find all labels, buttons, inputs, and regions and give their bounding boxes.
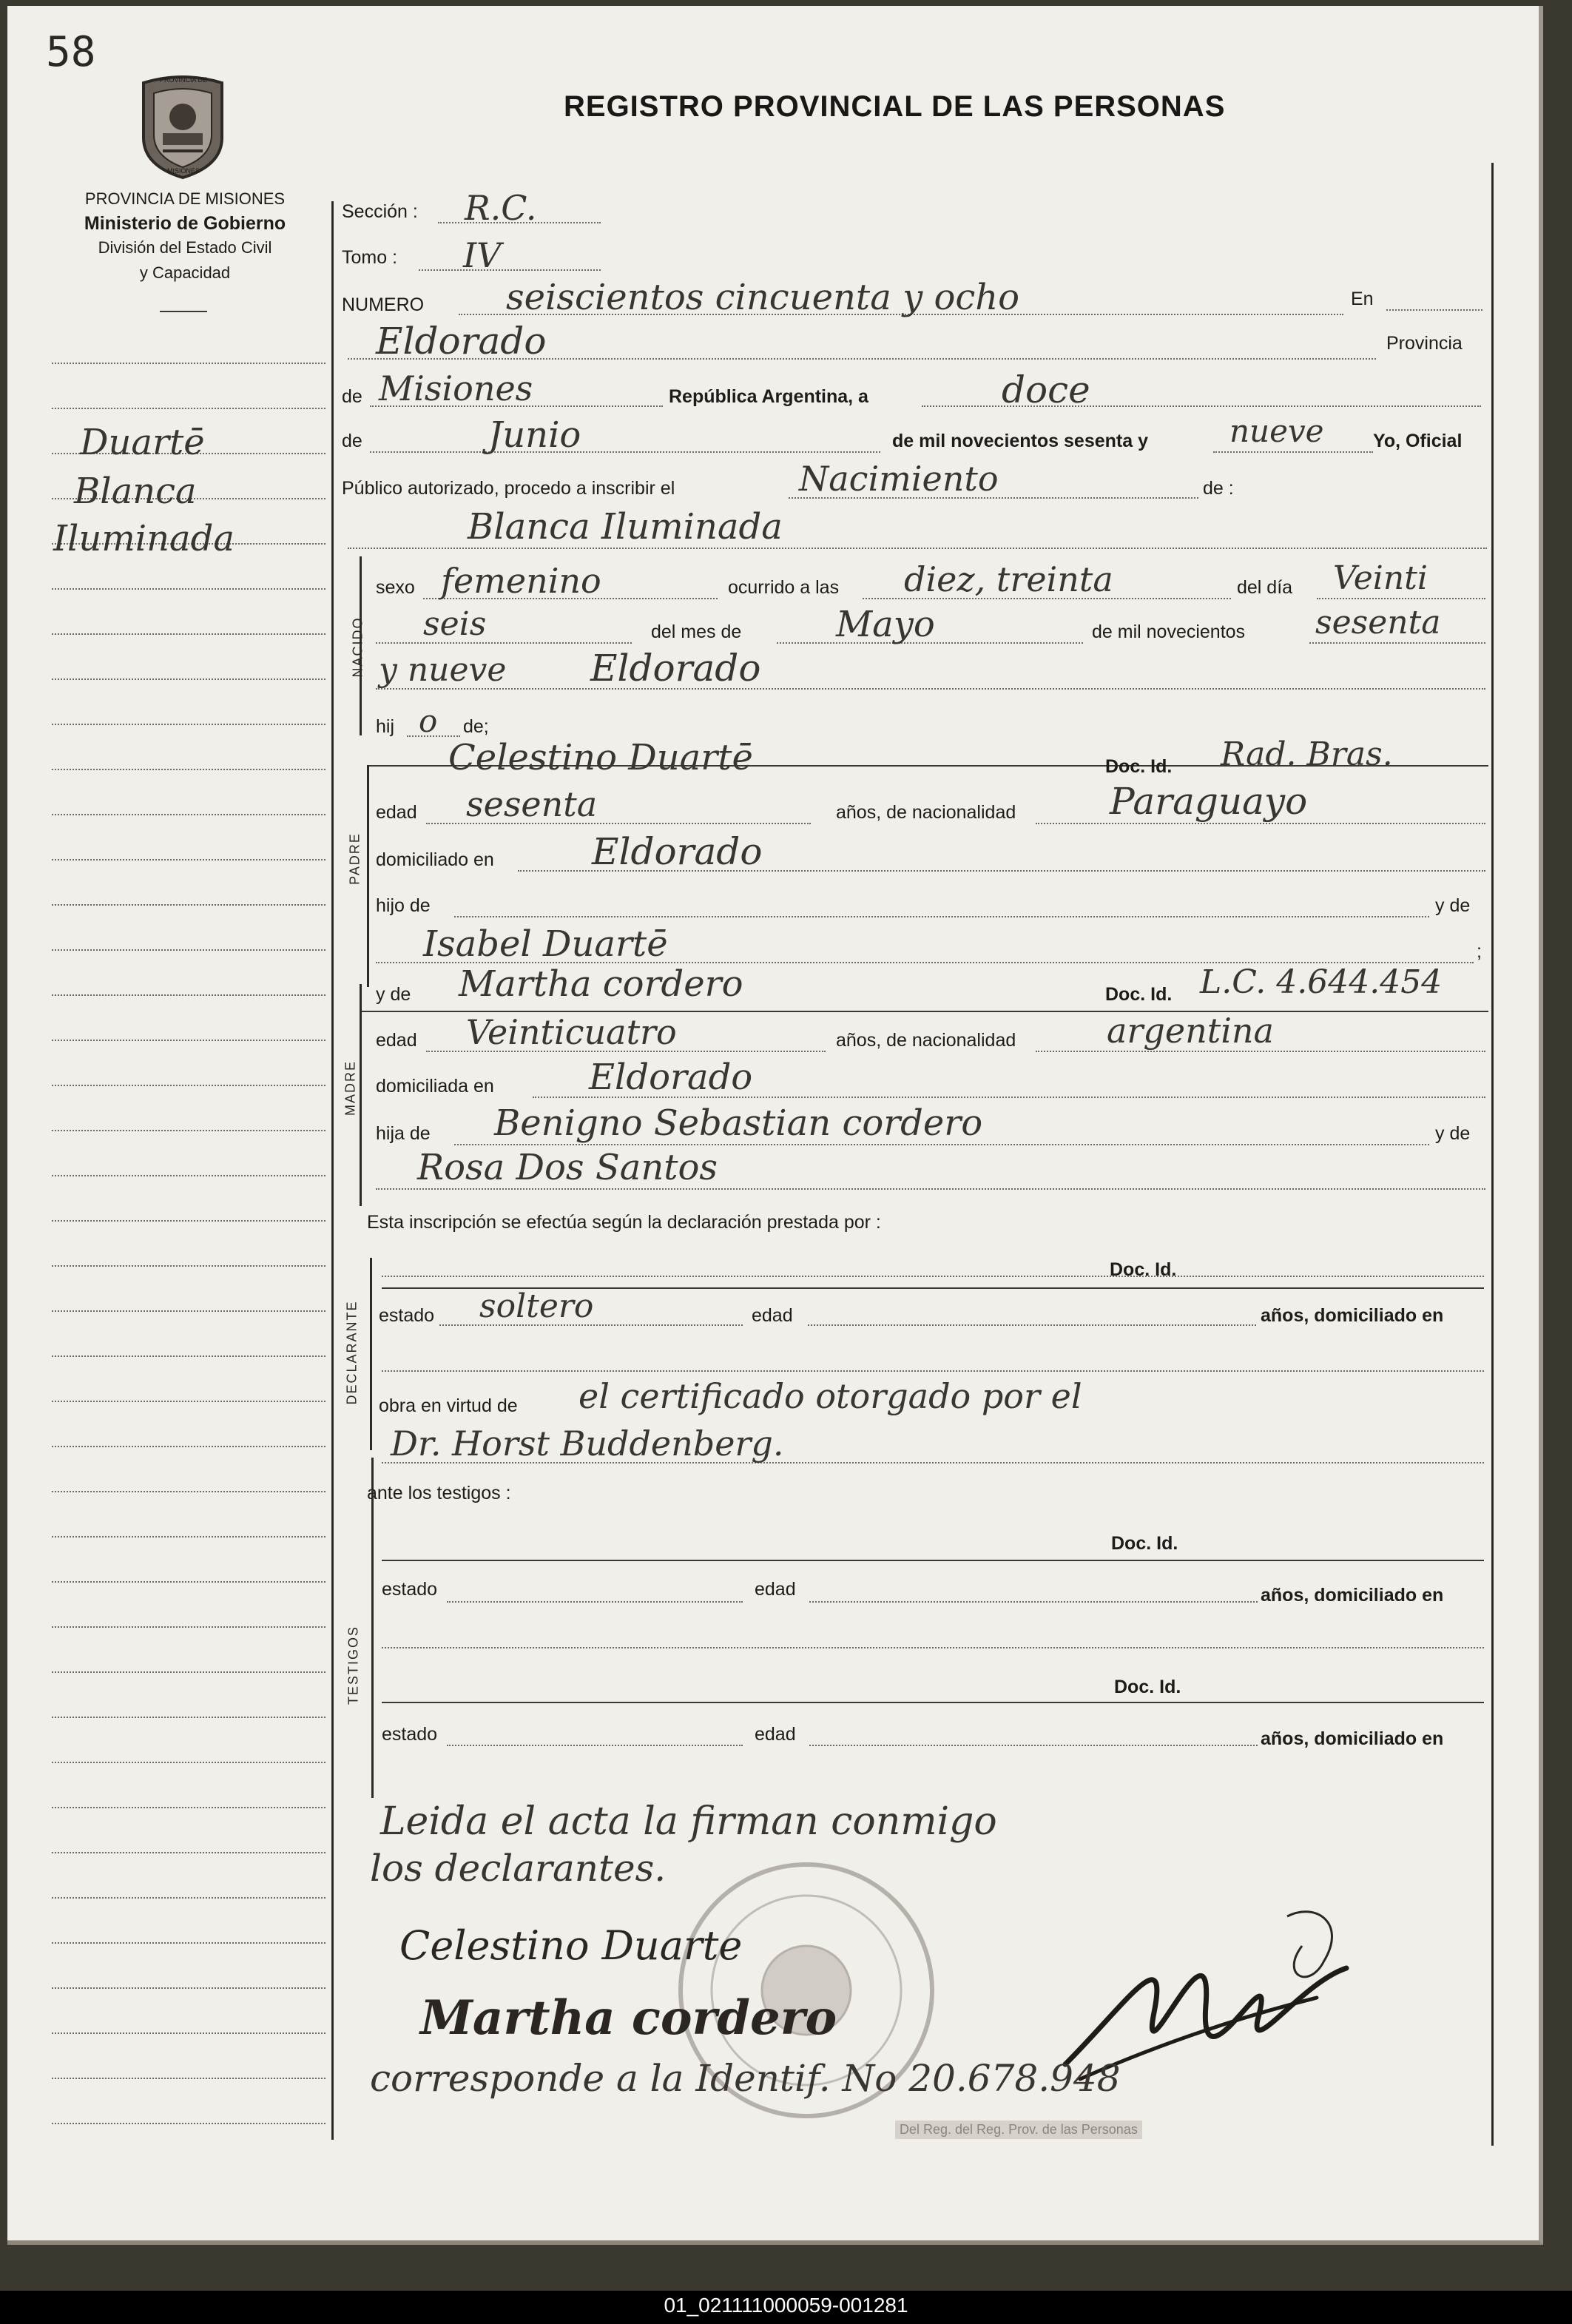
margin-ruled-line <box>52 1942 325 1944</box>
margin-ruled-line <box>52 1446 325 1447</box>
tomo-value: IV <box>463 235 502 275</box>
nacido-section-label: NACIDO <box>350 616 365 678</box>
declarante-obra-label: obra en virtud de <box>379 1395 518 1416</box>
footer-filename: 01_021111000059-001281 <box>664 2294 908 2317</box>
issuer-divider <box>160 311 207 312</box>
sexo-label: sexo <box>376 577 415 598</box>
margin-ruled-line <box>52 588 325 590</box>
madre-yde-label: y de <box>376 984 411 1005</box>
margin-ruled-line <box>52 814 325 815</box>
margin-note-middle-name: Iluminada <box>53 518 235 559</box>
mil-label: de mil novecientos <box>1092 622 1246 642</box>
declarante-section-bracket <box>370 1258 372 1450</box>
hij-label: hij <box>376 716 395 737</box>
hora-value: diez, treinta <box>904 559 1113 599</box>
tomo-label: Tomo : <box>342 247 398 268</box>
margin-ruled-line <box>52 769 325 770</box>
margin-ruled-line <box>52 1762 325 1763</box>
testigos-section-bracket <box>371 1458 374 1798</box>
margin-ruled-line <box>52 949 325 951</box>
padre-semicolon: ; <box>1477 941 1482 962</box>
act-value: Nacimiento <box>799 459 999 499</box>
madre-dom-value: Eldorado <box>589 1057 753 1098</box>
registry-stamp: Del Reg. del Reg. Prov. de las Personas <box>895 2121 1142 2139</box>
margin-ruled-line <box>52 1175 325 1176</box>
margin-note-surname: Duartē <box>80 422 205 463</box>
testigo2-anios-label: años, domiciliado en <box>1261 1728 1444 1749</box>
page-title: REGISTRO PROVINCIAL DE LAS PERSONAS <box>564 90 1226 123</box>
madre-mother-value: Rosa Dos Santos <box>417 1147 718 1188</box>
margin-ruled-line <box>52 1310 325 1312</box>
padre-name-value: Celestino Duartē <box>448 737 753 778</box>
padre-yde-label: y de <box>1435 895 1471 916</box>
margin-ruled-line <box>52 1581 325 1583</box>
testigo2-edad-label: edad <box>755 1724 796 1745</box>
seccion-value: R.C. <box>465 188 537 228</box>
dia-value-cont: seis <box>423 605 487 643</box>
margin-ruled-line <box>52 1626 325 1628</box>
margin-ruled-line <box>52 1401 325 1402</box>
ocurrido-label: ocurrido a las <box>728 577 840 598</box>
padre-dom-label: domiciliado en <box>376 849 494 870</box>
testigo2-doc-label: Doc. Id. <box>1114 1677 1181 1697</box>
margin-ruled-line <box>52 1536 325 1537</box>
madre-doc-value: L.C. 4.644.454 <box>1200 963 1443 1001</box>
margin-ruled-line <box>52 1265 325 1267</box>
mes-value: Mayo <box>836 604 935 645</box>
margin-ruled-line <box>52 2123 325 2124</box>
closing-note-line1: Leida el acta la firman conmigo <box>380 1799 997 1844</box>
madre-edad-label: edad <box>376 1030 417 1051</box>
declarante-estado-label: estado <box>379 1305 435 1326</box>
padre-section-label: PADRE <box>347 832 362 885</box>
testigo1-edad-label: edad <box>755 1579 796 1600</box>
anio-value-cont: y nueve <box>379 651 507 689</box>
testigos-intro: ante los testigos : <box>367 1483 511 1503</box>
place-value: Eldorado <box>376 320 547 363</box>
page-number: 58 <box>46 28 96 76</box>
day-value: doce <box>1002 368 1090 411</box>
hij-value: o <box>419 703 438 739</box>
madre-nac-label: años, de nacionalidad <box>836 1030 1016 1051</box>
anio-value: sesenta <box>1315 604 1441 641</box>
seccion-label: Sección : <box>342 201 418 222</box>
margin-ruled-line <box>52 408 325 409</box>
padre-nac-value: Paraguayo <box>1110 780 1308 823</box>
testigo1-doc-label: Doc. Id. <box>1111 1533 1178 1554</box>
margin-ruled-line <box>52 1852 325 1853</box>
madre-doc-label: Doc. Id. <box>1105 984 1173 1005</box>
margin-ruled-line <box>52 2078 325 2079</box>
madre-section-bracket <box>360 984 362 1206</box>
padre-doc-value: Rad. Bras. <box>1221 735 1393 773</box>
del-mes-label: del mes de <box>651 622 742 642</box>
testigo1-anios-label: años, domiciliado en <box>1261 1585 1444 1606</box>
margin-ruled-line <box>52 633 325 635</box>
margin-ruled-line <box>52 994 325 996</box>
en-label: En <box>1351 289 1374 309</box>
issuer-capacity: y Capacidad <box>139 263 231 282</box>
margin-ruled-line <box>52 1807 325 1808</box>
padre-hijo-label: hijo de <box>376 895 431 916</box>
year-value: nueve <box>1229 413 1324 449</box>
signature-mother: Martha cordero <box>420 1990 837 2046</box>
month-value: Junio <box>488 414 581 456</box>
logo-text-bottom: MISIONES <box>166 167 200 175</box>
padre-edad-value: sesenta <box>466 784 598 824</box>
margin-ruled-line <box>52 2032 325 2034</box>
margin-column-divider <box>331 201 334 2140</box>
year-label: de mil novecientos sesenta y <box>892 431 1148 451</box>
signature-father: Celestino Duarte <box>399 1922 743 1969</box>
padre-nac-label: años, de nacionalidad <box>836 802 1016 823</box>
padre-mother-value: Isabel Duartē <box>423 923 668 965</box>
logo-text-top: PROVINCIA DE <box>159 76 207 84</box>
padre-edad-label: edad <box>376 802 417 823</box>
madre-hija-label: hija de <box>376 1123 431 1144</box>
margin-ruled-line <box>52 363 325 364</box>
padre-section-bracket <box>367 765 369 987</box>
madre-father-value: Benigno Sebastian cordero <box>494 1102 983 1144</box>
madre-nac-value: argentina <box>1107 1011 1274 1051</box>
declaracion-label: Esta inscripción se efectúa según la declaración prestada por : <box>367 1212 881 1233</box>
margin-ruled-line <box>52 1085 325 1086</box>
margin-note-first-name: Blanca <box>74 471 197 512</box>
provincia-label: Provincia <box>1386 333 1463 354</box>
dia-value: Veinti <box>1333 559 1428 597</box>
testigo1-estado-label: estado <box>382 1579 438 1600</box>
declarante-estado-value: soltero <box>479 1287 594 1325</box>
lugar-value: Eldorado <box>590 647 761 690</box>
republica-label: República Argentina, a <box>669 386 868 407</box>
declarante-obra-value: el certificado otorgado por el <box>578 1376 1082 1416</box>
margin-ruled-line <box>52 724 325 725</box>
issuer-province: PROVINCIA DE MISIONES <box>84 189 286 208</box>
de-label: de <box>342 386 362 407</box>
issuer-ministry: Ministerio de Gobierno <box>84 213 286 234</box>
margin-ruled-line <box>52 904 325 906</box>
declarante-anios-label: años, domiciliado en <box>1261 1305 1444 1326</box>
madre-edad-value: Veinticuatro <box>466 1012 677 1052</box>
margin-ruled-line <box>52 1671 325 1673</box>
hij-de-label: de; <box>463 716 489 737</box>
form-right-border <box>1491 163 1494 2146</box>
padre-doc-label: Doc. Id. <box>1105 756 1173 777</box>
testigos-section-label: TESTIGOS <box>345 1626 361 1705</box>
del-dia-label: del día <box>1237 577 1293 598</box>
margin-ruled-line <box>52 859 325 860</box>
de3-label: de : <box>1203 478 1234 499</box>
testigo2-estado-label: estado <box>382 1724 438 1745</box>
madre-yde2-label: y de <box>1435 1123 1471 1144</box>
declarante-doc-label: Doc. Id. <box>1110 1259 1177 1280</box>
de2-label: de <box>342 431 362 451</box>
coat-of-arms-logo <box>133 74 232 181</box>
declarante-edad-label: edad <box>752 1305 793 1326</box>
madre-dom-label: domiciliada en <box>376 1076 494 1097</box>
madre-name-value: Martha cordero <box>459 963 743 1005</box>
publico-label: Público autorizado, procedo a inscribir el <box>342 478 675 499</box>
sexo-value: femenino <box>441 561 601 601</box>
margin-ruled-line <box>52 1491 325 1492</box>
margin-ruled-line <box>52 1897 325 1899</box>
declarante-section-label: DECLARANTE <box>344 1300 360 1405</box>
margin-ruled-line <box>52 1220 325 1222</box>
numero-label: NUMERO <box>342 294 425 315</box>
margin-ruled-line <box>52 1040 325 1041</box>
numero-value: seiscientos cincuenta y ocho <box>506 277 1020 318</box>
issuer-division: División del Estado Civil <box>98 238 272 257</box>
margin-ruled-line <box>52 1355 325 1357</box>
oficial-label: Yo, Oficial <box>1373 431 1463 451</box>
name-value: Blanca Iluminada <box>468 506 783 548</box>
margin-ruled-line <box>52 1130 325 1131</box>
margin-ruled-line <box>52 678 325 680</box>
identity-correction-note: corresponde a la Identif. No 20.678.948 <box>370 2057 1121 2100</box>
province-value: Misiones <box>379 368 533 408</box>
madre-section-label: MADRE <box>343 1060 358 1116</box>
padre-dom-value: Eldorado <box>592 830 763 873</box>
closing-note-line2: los declarantes. <box>370 1847 667 1890</box>
margin-ruled-line <box>52 1717 325 1718</box>
margin-ruled-line <box>52 1987 325 1989</box>
declarante-obra-value-cont: Dr. Horst Buddenberg. <box>391 1424 784 1464</box>
